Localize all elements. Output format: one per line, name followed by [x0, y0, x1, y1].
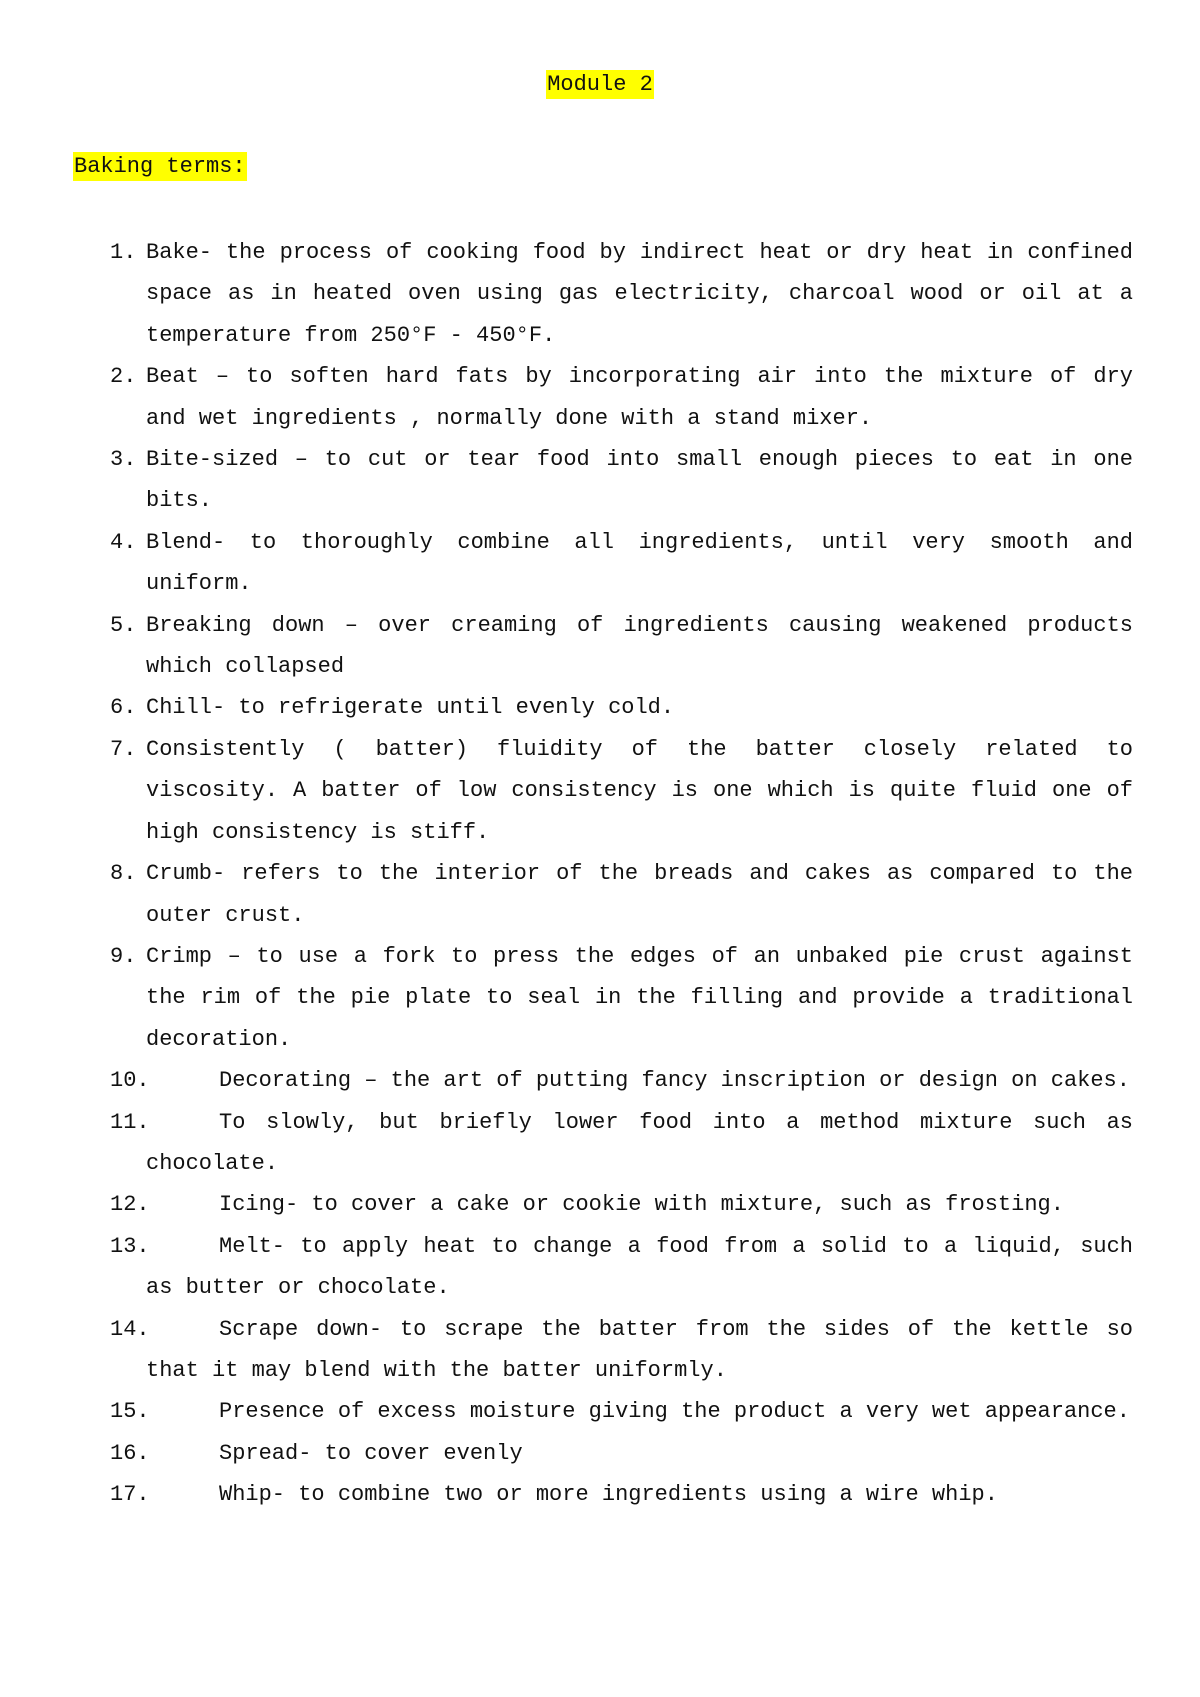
list-item-text: Beat – to soften hard fats by incorporating air into the mixture of dry and wet ingredients , normally done with a stand mixer.: [146, 364, 1133, 431]
list-item-text: Whip- to combine two or more ingredients using a wire whip.: [219, 1482, 998, 1508]
list-item: [73, 1309, 1133, 1392]
list-item-number: 15.: [110, 1399, 150, 1425]
list-item: [73, 522, 1133, 605]
list-item-text: Crimp – to use a fork to press the edges of an unbaked pie crust against the rim of the pie plate to seal in the filling and provide a traditional decoration.: [146, 943, 1133, 1052]
list-item: [73, 605, 1133, 688]
list-item-number: 11.: [110, 1109, 150, 1135]
terms-list: [73, 232, 1133, 1516]
list-item: [73, 1184, 1133, 1225]
list-item: [73, 687, 1133, 728]
list-item-text: Consistently ( batter) fluidity of the batter closely related to viscosity. A batter of low consistency is one which is quite fluid one of high consistency is stiff.: [146, 736, 1133, 845]
list-item-number: 16.: [110, 1440, 150, 1466]
list-item-text: Bake- the process of cooking food by indirect heat or dry heat in confined space as in heated oven using gas electricity, charcoal wood or oil at a temperature from 250°F - 450°F.: [146, 240, 1133, 348]
list-item: [73, 1060, 1133, 1101]
list-item-number: 3.: [110, 447, 137, 473]
list-item: [73, 439, 1133, 522]
list-item-number: 4.: [110, 529, 137, 555]
list-item: [73, 1433, 1133, 1474]
list-item-text: Blend- to thoroughly combine all ingredients, until very smooth and uniform.: [146, 529, 1133, 597]
list-item-number: 5.: [110, 612, 137, 638]
list-item-number: 13.: [110, 1233, 150, 1259]
list-item-text: Spread- to cover evenly: [219, 1440, 523, 1466]
list-item-text: Decorating – the art of putting fancy inscription or design on cakes.: [219, 1068, 1130, 1094]
list-item: [73, 356, 1133, 439]
list-item-text: Scrape down- to scrape the batter from the sides of the kettle so that it may blend with the batter uniformly.: [146, 1316, 1133, 1383]
list-item: [73, 1102, 1133, 1185]
list-item-number: 14.: [110, 1316, 150, 1342]
list-item-text: Crumb- refers to the interior of the breads and cakes as compared to the outer crust.: [146, 861, 1133, 928]
list-item-text: Icing- to cover a cake or cookie with mixture, such as frosting.: [219, 1192, 1064, 1218]
list-item-number: 10.: [110, 1068, 150, 1094]
list-item: [73, 232, 1133, 356]
page-title: Module 2: [547, 72, 653, 97]
list-item-number: 7.: [110, 736, 137, 762]
list-item-text: Bite-sized – to cut or tear food into small enough pieces to eat in one bits.: [146, 447, 1133, 514]
list-item: [73, 1391, 1133, 1432]
title-row: [0, 70, 1200, 100]
list-item-text: To slowly, but briefly lower food into a method mixture such as chocolate.: [146, 1109, 1133, 1176]
list-item-text: Presence of excess moisture giving the product a very wet appearance.: [219, 1399, 1130, 1425]
section-heading: Baking terms:: [74, 154, 246, 179]
list-item: [73, 1226, 1133, 1309]
list-item: [73, 729, 1133, 853]
list-item: [73, 853, 1133, 936]
list-item: [73, 1474, 1133, 1515]
list-item: [73, 936, 1133, 1060]
list-item-number: 6.: [110, 695, 137, 721]
list-item-number: 8.: [110, 861, 137, 887]
list-item-text: Melt- to apply heat to change a food from a solid to a liquid, such as butter or chocolate.: [146, 1233, 1133, 1301]
list-item-number: 9.: [110, 943, 137, 969]
list-item-text: Breaking down – over creaming of ingredients causing weakened products which collapsed: [146, 612, 1133, 680]
list-item-number: 17.: [110, 1482, 150, 1508]
list-item-number: 2.: [110, 364, 137, 390]
heading-row: [73, 152, 247, 182]
list-item-number: 12.: [110, 1192, 150, 1218]
list-item-number: 1.: [110, 240, 137, 265]
list-item-text: Chill- to refrigerate until evenly cold.: [146, 695, 675, 721]
